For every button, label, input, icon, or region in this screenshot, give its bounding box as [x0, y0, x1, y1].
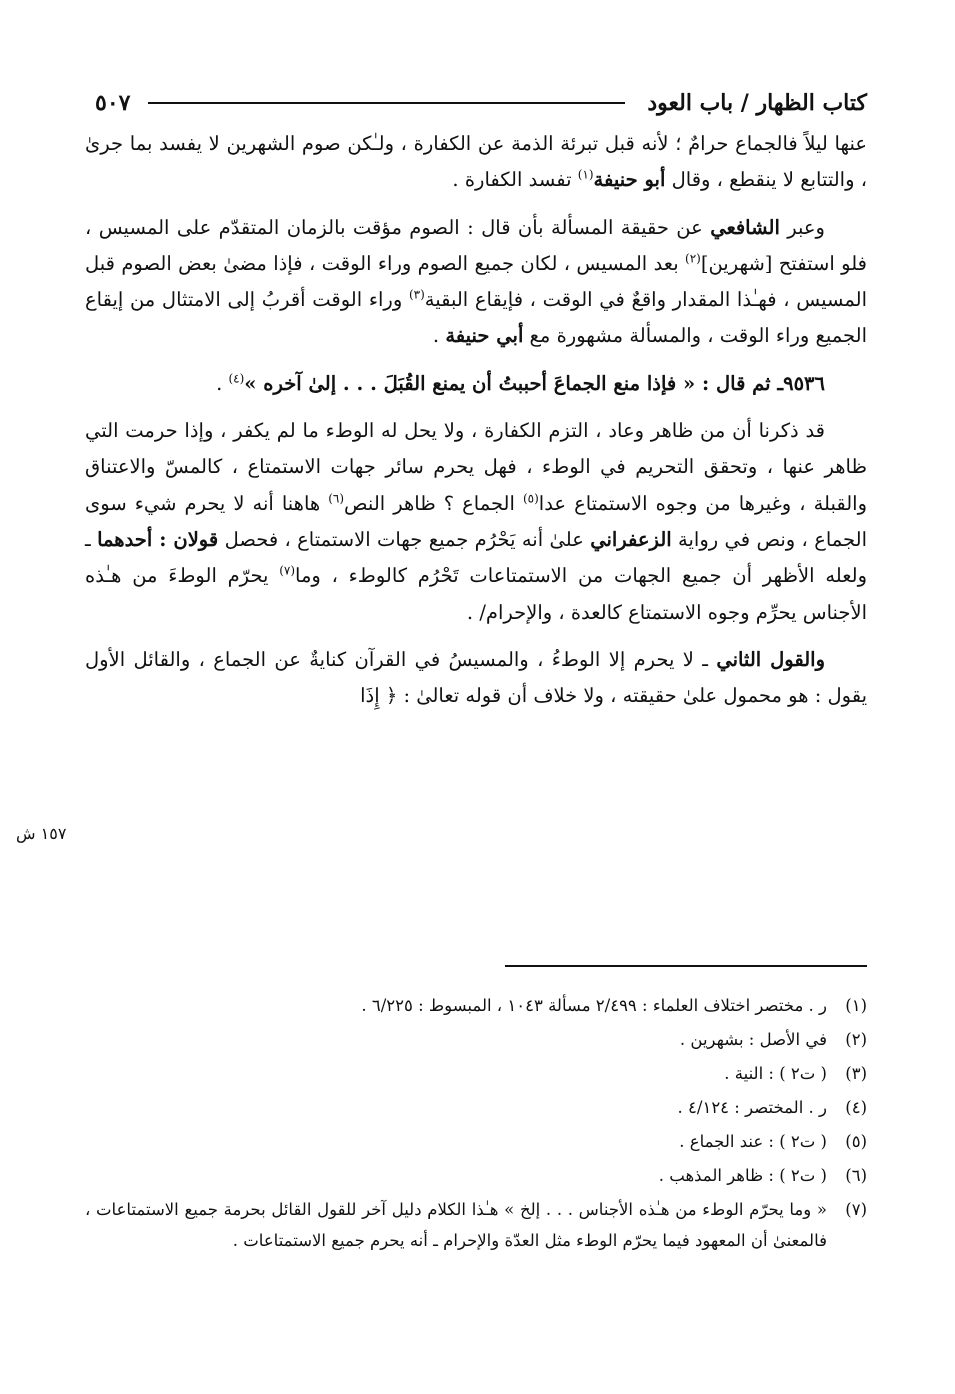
- footnote-number: (٤): [845, 1098, 867, 1117]
- footnote-text: في الأصل : بشهرين .: [679, 1030, 827, 1049]
- bold-name: أبو حنيفة: [593, 168, 666, 192]
- footnote-number: (١): [845, 996, 867, 1015]
- text-run: الجماع ؟ ظاهر النص: [344, 491, 523, 515]
- footnote-ref[interactable]: (٣): [408, 287, 425, 302]
- footnote-ref[interactable]: (٦): [328, 491, 345, 506]
- footnote-number: (٣): [845, 1064, 867, 1083]
- footnote-item: [85, 990, 867, 1021]
- footnote-ref[interactable]: (١): [577, 167, 594, 182]
- text-run: .: [216, 371, 229, 395]
- footnote-item: [85, 1126, 867, 1157]
- paragraph-1: [85, 126, 867, 199]
- text-run: هاهنا أنه لا يحرم شيء سوى الجماع ، ونص في رواية: [85, 491, 867, 551]
- paragraph-2: [85, 210, 867, 355]
- footnotes: [85, 990, 867, 1259]
- text-run: قد ذكرنا أن من ظاهر وعاد ، التزم الكفارة ، ولا يحل له الوطء ما لم يكفر ، وإذا حرمت التي ظاهر عنها ، وتحقق التحريم في الوطء ، فهل يحرم سائر جهات الاستمتاع ، كالمسّ والاعتناق والقبلة ، وغيرها من وجوه الاستمتاع عدا: [85, 419, 867, 515]
- footnote-ref[interactable]: (٢): [685, 251, 701, 266]
- paragraph-4: [85, 413, 867, 631]
- bold-name: الشافعي: [710, 215, 780, 239]
- text-run: يحرّم الوطءَ من هـٰذه الأجناس يحرِّم وجوه الاستمتاع كالعدة ، والإحرام/ .: [85, 564, 867, 624]
- footnote-ref[interactable]: (٥): [522, 491, 539, 506]
- text-run: وراء الوقت أقربُ إلى الامتثال من إيقاع الجميع وراء الوقت ، والمسألة مشهورة مع: [85, 288, 867, 348]
- footnote-text: ( ت٢ ) : النية .: [724, 1064, 827, 1083]
- text-run: علىٰ أنه يَحْرُم جميع جهات الاستمتاع ، فحصل: [218, 527, 591, 551]
- bold-name: أبي حنيفة: [445, 324, 524, 348]
- footnote-ref[interactable]: (٤): [228, 371, 245, 386]
- footnote-item: [85, 1024, 867, 1055]
- footnote-ref[interactable]: (٧): [279, 563, 296, 578]
- footnote-text: ر . المختصر : ٤/١٢٤ .: [677, 1098, 827, 1117]
- text-run: ـ ولعله الأظهر أن جميع الجهات من الاستمتاعات تَحْرُم كالوطء ، وما: [85, 527, 867, 588]
- text-run: تفسد الكفارة .: [452, 168, 578, 192]
- footnote-number: (٥): [845, 1132, 867, 1151]
- margin-manuscript-ref: ١٥٧ ش: [16, 824, 67, 843]
- bold-name: الزعفراني: [590, 527, 672, 551]
- section-heading: ٩٥٣٦ـ ثم قال : « فإذا منع الجماعَ أحببتُ أن يمنع القُبَلَ . . . إلىٰ آخره »: [244, 371, 825, 395]
- main-text: [85, 126, 867, 725]
- footnote-item: [85, 1160, 867, 1191]
- text-run: بعد المسيس ، لكان جميع الصوم وراء الوقت ، فإذا مضىٰ بعض الصوم قبل المسيس ، فهـٰذا المقدار واقعٌ في الوقت ، فإيقاع البقية: [85, 251, 867, 312]
- footnote-text: ر . مختصر اختلاف العلماء : ٢/٤٩٩ مسألة ١٠٤٣ ، المبسوط : ٦/٢٢٥ .: [361, 996, 827, 1015]
- text-run: .: [432, 324, 446, 348]
- footnote-text: ( ت٢ ) : عند الجماع .: [679, 1132, 827, 1151]
- footnote-separator: [505, 965, 867, 967]
- paragraph-5: [85, 642, 867, 715]
- page-number: ٥٠٧: [95, 90, 131, 116]
- footnote-item: [85, 1194, 867, 1256]
- running-header: [95, 86, 867, 120]
- bold-term: والقول الثاني: [716, 647, 825, 671]
- text-run: عن حقيقة المسألة بأن قال : الصوم مؤقت بالزمان المتقدّم على المسيس ، فلو استفتح [شهرين]: [85, 215, 867, 275]
- text-run: وعبر: [779, 215, 825, 239]
- footnote-text: « وما يحرّم الوطء من هـٰذه الأجناس . . . إلخ » هـٰذا الكلام دليل آخر للقول القائل بحرمة جميع الاستمتاعات ، فالمعنىٰ أن المعهود فيما يحرّم الوطء مثل العدّة والإحرام ـ أنه يحرم جميع الاستمتاعات .: [85, 1200, 827, 1250]
- footnote-item: [85, 1058, 867, 1089]
- text-run: ـ لا يحرم إلا الوطءُ ، والمسيسُ في القرآن كنايةٌ عن الجماع ، والقائل الأول يقول : هو محمول علىٰ حقيقته ، ولا خلاف أن قوله تعالىٰ : ﴿ إِذَا: [85, 647, 867, 708]
- chapter-title: كتاب الظهار / باب العود: [647, 90, 867, 116]
- paragraph-3: [85, 366, 867, 402]
- footnote-number: (٧): [845, 1200, 867, 1219]
- header-rule: [148, 102, 625, 104]
- footnote-text: ( ت٢ ) : ظاهر المذهب .: [658, 1166, 827, 1185]
- footnote-number: (٢): [845, 1030, 867, 1049]
- footnote-item: [85, 1092, 867, 1123]
- bold-term: قولان : أحدهما: [97, 527, 219, 551]
- footnote-number: (٦): [845, 1166, 867, 1185]
- text-run: عنها ليلاً فالجماع حرامٌ ؛ لأنه قبل تبرئة الذمة عن الكفارة ، ولـٰكن صوم الشهرين لا يفسد بما جرىٰ ، والتتابع لا ينقطع ، وقال: [85, 132, 867, 192]
